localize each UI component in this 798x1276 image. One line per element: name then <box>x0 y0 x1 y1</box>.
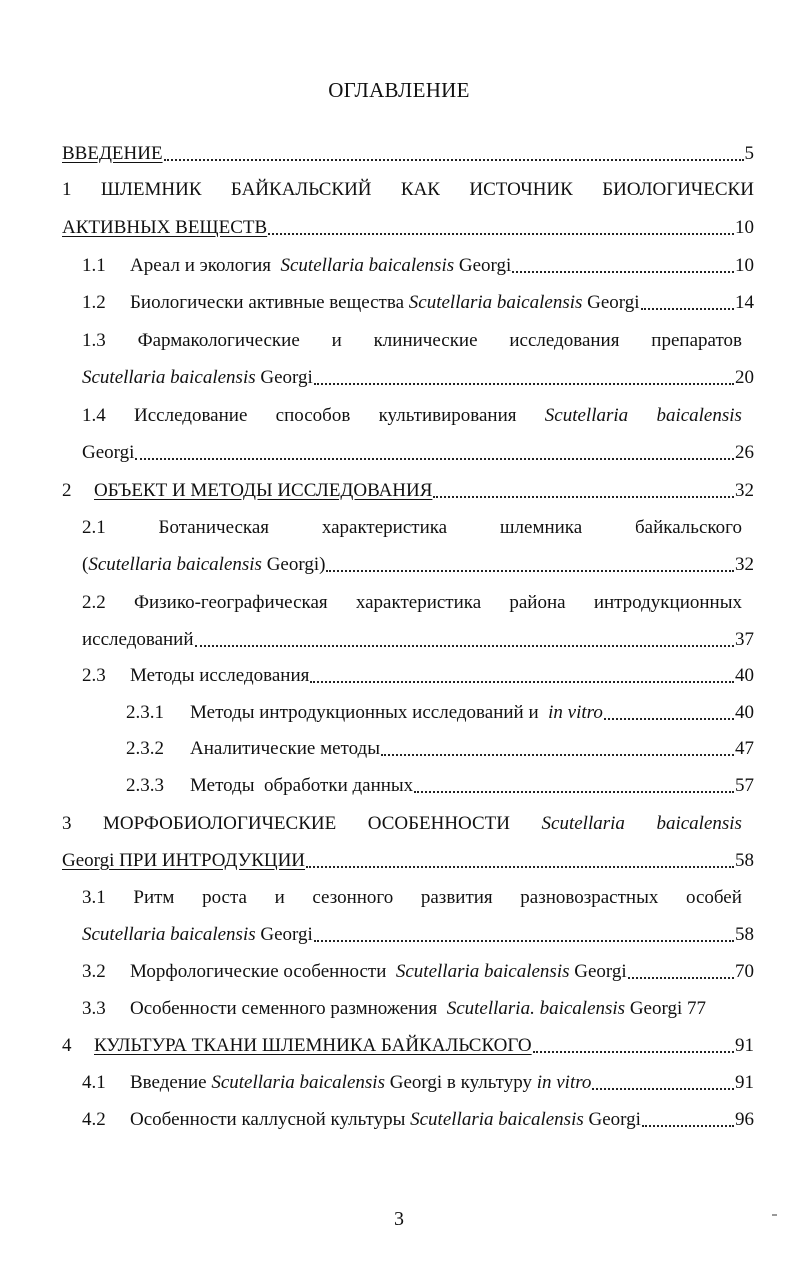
toc-entry-title: АКТИВНЫХ ВЕЩЕСТВ <box>62 217 268 238</box>
toc-word: Физико-географическая <box>133 592 328 613</box>
leader-dots <box>314 383 734 385</box>
toc-entry-ch2[interactable] <box>62 477 754 505</box>
leader-dots <box>628 977 734 979</box>
toc-word-italic: Scutellaria <box>541 813 625 834</box>
toc-entry-title: ВВЕДЕНИЕ <box>62 143 163 164</box>
leader-dots <box>195 645 734 647</box>
toc-word: шлемника <box>499 517 583 538</box>
toc-word-italic: Scutellaria <box>544 405 629 426</box>
toc-word: МОРФОБИОЛОГИЧЕСКИЕ <box>103 813 337 834</box>
toc-section-number: 2.1 <box>82 517 106 538</box>
leader-dots <box>326 570 734 572</box>
page-number: 3 <box>394 1208 404 1230</box>
toc-section-number: 4.1 <box>82 1072 106 1093</box>
toc-page-number: 26 <box>735 442 754 463</box>
toc-entry-title: Scutellaria baicalensis Georgi <box>82 367 313 388</box>
toc-entry-4-2[interactable] <box>82 1106 754 1134</box>
toc-word: развития <box>420 887 493 908</box>
toc-page-number: 10 <box>735 255 754 276</box>
toc-entry-ch4[interactable] <box>62 1032 754 1060</box>
toc-entry-intro[interactable] <box>62 140 754 168</box>
leader-dots <box>381 754 734 756</box>
toc-entry-title: Georgi ПРИ ИНТРОДУКЦИИ <box>62 850 306 871</box>
toc-page-number: 37 <box>735 629 754 650</box>
toc-entry-2-1-line2[interactable] <box>82 551 754 579</box>
toc-entry-title: Методы исследования <box>130 665 310 686</box>
toc-entry-title: Биологически активные вещества Scutellaria baicalensis Georgi <box>130 292 640 313</box>
toc-entry-ch1-line2[interactable] <box>62 214 754 242</box>
toc-entry-2-3-2[interactable] <box>126 735 754 763</box>
toc-entry-1-3-line1[interactable] <box>82 327 742 355</box>
toc-page-number: 91 <box>735 1035 754 1056</box>
toc-entry-ch3-line1[interactable] <box>62 810 742 838</box>
leader-dots <box>533 1051 734 1053</box>
leader-dots <box>306 866 734 868</box>
toc-word: района <box>509 592 566 613</box>
toc-word: ОСОБЕННОСТИ <box>367 813 510 834</box>
leader-dots <box>164 159 744 161</box>
toc-word: характеристика <box>355 592 482 613</box>
leader-dots <box>314 940 734 942</box>
toc-word: интродукционных <box>593 592 742 613</box>
toc-word: БАЙКАЛЬСКИЙ <box>230 179 372 200</box>
toc-page-number: 70 <box>735 961 754 982</box>
toc-section-number: 2.2 <box>82 592 106 613</box>
toc-page-number: 47 <box>735 738 754 759</box>
toc-section-number: 1.4 <box>82 405 106 426</box>
toc-entry-2-1-line1[interactable] <box>82 514 742 542</box>
toc-word: культивирования <box>378 405 517 426</box>
leader-dots <box>641 308 734 310</box>
toc-page-number: 32 <box>735 554 754 575</box>
toc-entry-title: Особенности каллусной культуры Scutellaria baicalensis Georgi <box>130 1109 641 1130</box>
toc-word: байкальского <box>634 517 742 538</box>
toc-word: Ритм <box>133 887 175 908</box>
toc-word: ШЛЕМНИК <box>100 179 202 200</box>
toc-word: и <box>274 887 285 908</box>
leader-dots <box>268 233 734 235</box>
toc-entry-ch1-line1[interactable] <box>62 176 754 204</box>
toc-entry-2-2-line1[interactable] <box>82 589 742 617</box>
leader-dots <box>592 1088 734 1090</box>
toc-section-number: 1.3 <box>82 330 106 351</box>
page-title: ОГЛАВЛЕНИЕ <box>328 78 470 102</box>
toc-entry-1-4-line2[interactable] <box>82 439 754 467</box>
toc-entry-3-3[interactable] <box>82 995 754 1023</box>
toc-word: Ботаническая <box>158 517 270 538</box>
toc-section-number: 2.3 <box>82 665 106 686</box>
toc-section-number: 3.1 <box>82 887 106 908</box>
toc-entry-1-4-line1[interactable] <box>82 402 742 430</box>
toc-word: и <box>331 330 342 351</box>
toc-page-number: 14 <box>735 292 754 313</box>
scan-artifact <box>772 1214 777 1216</box>
toc-entry-ch3-line2[interactable] <box>62 847 754 875</box>
toc-entry-2-2-line2[interactable] <box>82 626 754 654</box>
toc-chapter-number: 4 <box>62 1035 72 1056</box>
toc-section-number: 4.2 <box>82 1109 106 1130</box>
toc-word: Фармакологические <box>137 330 300 351</box>
toc-entry-title: Аналитические методы <box>190 738 380 759</box>
toc-entry-3-1-line2[interactable] <box>82 921 754 949</box>
toc-entry-3-1-line1[interactable] <box>82 884 742 912</box>
leader-dots <box>310 681 734 683</box>
toc-page-number: 96 <box>735 1109 754 1130</box>
leader-dots <box>512 271 734 273</box>
toc-entry-2-3-1[interactable] <box>126 699 754 727</box>
toc-entry-title: КУЛЬТУРА ТКАНИ ШЛЕМНИКА БАЙКАЛЬСКОГО <box>94 1035 532 1056</box>
toc-entry-1-1[interactable] <box>82 252 754 280</box>
toc-entry-title: Методы обработки данных <box>190 775 414 796</box>
toc-entry-title: Методы интродукционных исследований и in vitro <box>190 702 603 723</box>
toc-chapter-number: 2 <box>62 480 72 501</box>
toc-word: клинические <box>373 330 478 351</box>
toc-entry-title: Морфологические особенности Scutellaria baicalensis Georgi <box>130 961 627 982</box>
toc-word: разновозрастных <box>520 887 659 908</box>
leader-dots <box>642 1125 734 1127</box>
toc-word: роста <box>202 887 247 908</box>
toc-page-number: 20 <box>735 367 754 388</box>
toc-section-number: 2.3.1 <box>126 702 164 723</box>
leader-dots <box>135 458 734 460</box>
toc-section-number: 1.2 <box>82 292 106 313</box>
toc-word-italic: baicalensis <box>656 813 742 834</box>
toc-section-number: 1.1 <box>82 255 106 276</box>
leader-dots <box>604 718 734 720</box>
toc-word: КАК <box>400 179 440 200</box>
toc-word: способов <box>275 405 351 426</box>
toc-entry-1-3-line2[interactable] <box>82 364 754 392</box>
toc-page-number: 5 <box>744 143 754 164</box>
toc-entry-title: исследований <box>82 629 194 650</box>
toc-entry-title: Scutellaria baicalensis Georgi <box>82 924 313 945</box>
toc-entry-title: (Scutellaria baicalensis Georgi) <box>82 554 326 575</box>
toc-page-number: 58 <box>735 924 754 945</box>
toc-word: БИОЛОГИЧЕСКИ <box>602 179 754 200</box>
toc-page-number: 10 <box>735 217 754 238</box>
toc-entry-title: Введение Scutellaria baicalensis Georgi в культуру in vitro <box>130 1072 592 1093</box>
toc-page-number: 32 <box>735 480 754 501</box>
leader-dots <box>414 791 734 793</box>
toc-word: ИСТОЧНИК <box>469 179 573 200</box>
toc-word-italic: baicalensis <box>656 405 742 426</box>
toc-entry-title: Georgi <box>82 442 135 463</box>
toc-page-number: 40 <box>735 665 754 686</box>
toc-entry-title: Ареал и экология Scutellaria baicalensis Georgi <box>130 255 512 276</box>
toc-entry-title: Особенности семенного размножения Scutellaria. baicalensis Georgi 77 <box>130 998 706 1019</box>
toc-section-number: 3.2 <box>82 961 106 982</box>
toc-entry-3-2[interactable] <box>82 958 754 986</box>
toc-entry-title: ОБЪЕКТ И МЕТОДЫ ИССЛЕДОВАНИЯ <box>94 480 433 501</box>
toc-chapter-number: 1 <box>62 179 72 200</box>
leader-dots <box>433 496 734 498</box>
toc-page-number: 58 <box>735 850 754 871</box>
toc-word: характеристика <box>321 517 448 538</box>
toc-word: особей <box>685 887 742 908</box>
toc-word: сезонного <box>312 887 394 908</box>
toc-section-number: 2.3.3 <box>126 775 164 796</box>
toc-word: исследования <box>509 330 620 351</box>
toc-entry-2-3-3[interactable] <box>126 772 754 800</box>
toc-section-number: 2.3.2 <box>126 738 164 759</box>
toc-page-number: 40 <box>735 702 754 723</box>
toc-entry-4-1[interactable] <box>82 1069 754 1097</box>
toc-section-number: 3.3 <box>82 998 106 1019</box>
toc-page-number: 91 <box>735 1072 754 1093</box>
toc-page-number: 57 <box>735 775 754 796</box>
toc-word: препаратов <box>651 330 742 351</box>
toc-entry-1-2[interactable] <box>82 289 754 317</box>
toc-word: Исследование <box>134 405 248 426</box>
toc-entry-2-3[interactable] <box>82 662 754 690</box>
toc-chapter-number: 3 <box>62 813 72 834</box>
